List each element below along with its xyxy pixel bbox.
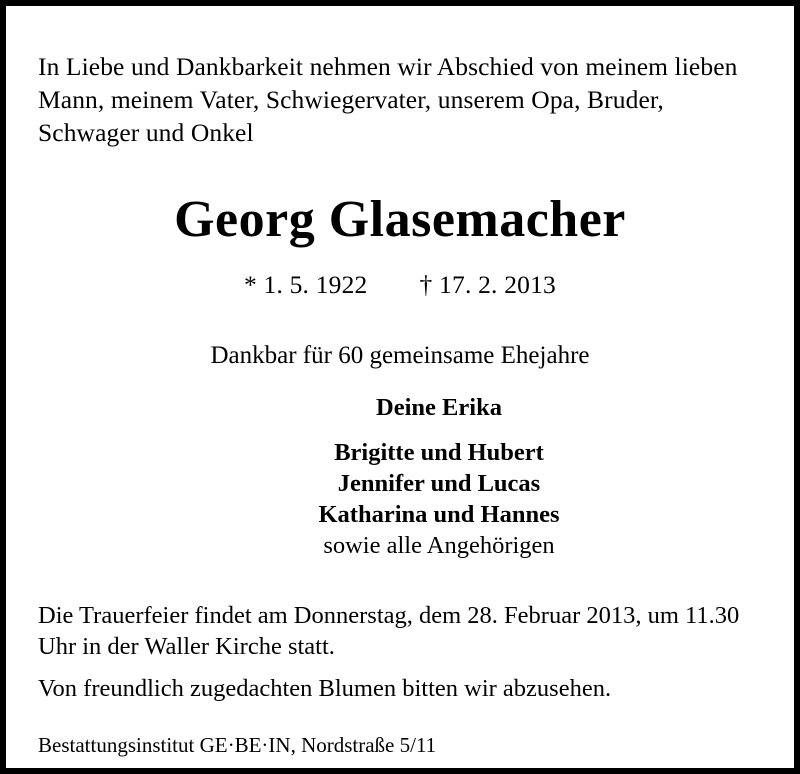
mourners-block (319, 392, 560, 562)
mourner-line: Jennifer und Lucas (337, 470, 541, 498)
deceased-name: Georg Glasemacher (174, 191, 626, 249)
mourner-line: Katharina und Hannes (318, 501, 560, 529)
ceremony-text: Die Trauerfeier findet am Donnerstag, dem 28. Februar 2013, um 11.30 Uhr in der Waller Kirche statt. (38, 601, 740, 661)
intro-text: In Liebe und Dankbarkeit nehmen wir Abschied von meinem lieben Mann, meinem Vater, Schwiegervater, unserem Opa, Bruder, Schwager und Onkel (38, 52, 738, 148)
life-dates (38, 270, 762, 300)
mourner-line: Brigitte und Hubert (334, 439, 544, 467)
funeral-home-credit: Bestattungsinstitut GE·BE·IN, Nordstraße 5/11 (38, 733, 437, 758)
flowers-note: Von freundlich zugedachten Blumen bitten wir abzusehen. (38, 675, 612, 703)
dedication-text: Dankbar für 60 gemeinsame Ehejahre (210, 342, 590, 370)
mourner-line: Deine Erika (376, 394, 502, 422)
mourners-list (38, 392, 762, 562)
death-date: † 17. 2. 2013 (419, 270, 556, 300)
birth-date: * 1. 5. 1922 (243, 270, 368, 300)
mourner-line: sowie alle Angehörigen (323, 532, 555, 560)
mourners-spacer (319, 423, 560, 437)
